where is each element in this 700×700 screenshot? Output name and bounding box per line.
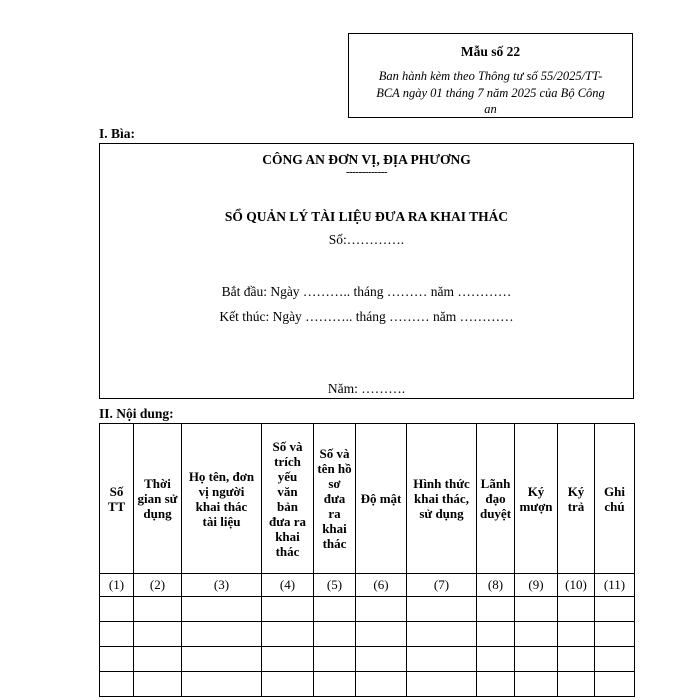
book-number-line: Số:…………. <box>328 232 405 247</box>
table-cell[interactable] <box>407 672 477 697</box>
table-cell[interactable] <box>356 597 407 622</box>
table-cell[interactable] <box>558 622 595 647</box>
table-cell[interactable] <box>515 622 558 647</box>
section-cover-label: I. Bìa: <box>99 126 136 141</box>
form-issued-line: an <box>484 102 497 116</box>
column-number: (5) <box>314 574 356 597</box>
table-cell[interactable] <box>595 622 635 647</box>
table-cell[interactable] <box>314 622 356 647</box>
table-row <box>100 647 635 672</box>
table-cell[interactable] <box>182 597 262 622</box>
agency-name: CÔNG AN ĐƠN VỊ, ĐỊA PHƯƠNG <box>262 152 471 167</box>
header-cell: Hình thức khai thác, sử dụng <box>407 424 477 574</box>
table-cell[interactable] <box>182 647 262 672</box>
table-cell[interactable] <box>100 672 134 697</box>
table-cell[interactable] <box>100 647 134 672</box>
column-number: (2) <box>134 574 182 597</box>
table-cell[interactable] <box>134 597 182 622</box>
header-cell: Họ tên, đơn vị người khai thác tài liệu <box>182 424 262 574</box>
table-cell[interactable] <box>314 597 356 622</box>
header-cell: Số và trích yếu văn bản đưa ra khai thác <box>262 424 314 574</box>
form-issued-by <box>353 68 628 118</box>
column-number: (1) <box>100 574 134 597</box>
table-cell[interactable] <box>100 597 134 622</box>
table-cell[interactable] <box>356 647 407 672</box>
table-header-row <box>100 424 635 574</box>
table-cell[interactable] <box>558 597 595 622</box>
header-cell: Số và tên hồ sơ đưa ra khai thác <box>314 424 356 574</box>
end-date-line: Kết thúc: Ngày ……….. tháng ……… năm ………… <box>219 309 514 324</box>
table-cell[interactable] <box>477 672 515 697</box>
table-cell[interactable] <box>407 622 477 647</box>
table-cell[interactable] <box>356 672 407 697</box>
table-cell[interactable] <box>595 647 635 672</box>
start-date-line: Bắt đầu: Ngày ……….. tháng ……… năm ………… <box>221 284 512 299</box>
table-cell[interactable] <box>558 672 595 697</box>
table-cell[interactable] <box>356 622 407 647</box>
table-cell[interactable] <box>182 672 262 697</box>
header-cell: Lãnh đạo duyệt <box>477 424 515 574</box>
table-cell[interactable] <box>515 672 558 697</box>
table-cell[interactable] <box>314 672 356 697</box>
header-cell: Thời gian sử dụng <box>134 424 182 574</box>
table-cell[interactable] <box>182 622 262 647</box>
column-number: (10) <box>558 574 595 597</box>
column-number: (4) <box>262 574 314 597</box>
table-cell[interactable] <box>407 647 477 672</box>
header-cell: Ký mượn <box>515 424 558 574</box>
header-cell: Ký trả <box>558 424 595 574</box>
table-cell[interactable] <box>477 647 515 672</box>
table-cell[interactable] <box>558 647 595 672</box>
table-cell[interactable] <box>134 647 182 672</box>
table-cell[interactable] <box>262 622 314 647</box>
table-cell[interactable] <box>595 672 635 697</box>
table-row <box>100 672 635 697</box>
section-content-label: II. Nội dung: <box>99 406 174 421</box>
table-cell[interactable] <box>515 597 558 622</box>
column-number: (6) <box>356 574 407 597</box>
table-row <box>100 597 635 622</box>
table-cell[interactable] <box>134 672 182 697</box>
header-cell: Số TT <box>100 424 134 574</box>
form-issued-line: BCA ngày 01 tháng 7 năm 2025 của Bộ Công <box>376 85 605 100</box>
table-cell[interactable] <box>407 597 477 622</box>
column-number: (3) <box>182 574 262 597</box>
table-cell[interactable] <box>262 647 314 672</box>
content-table <box>99 423 635 697</box>
table-cell[interactable] <box>134 622 182 647</box>
table-cell[interactable] <box>515 647 558 672</box>
table-cell[interactable] <box>477 622 515 647</box>
table-row <box>100 622 635 647</box>
table-cell[interactable] <box>314 647 356 672</box>
column-number: (7) <box>407 574 477 597</box>
table-cell[interactable] <box>100 622 134 647</box>
table-cell[interactable] <box>477 597 515 622</box>
agency-rule: ------------- <box>345 166 388 178</box>
column-number: (8) <box>477 574 515 597</box>
cover-box <box>99 143 634 399</box>
header-cell: Độ mật <box>356 424 407 574</box>
form-issued-line: Ban hành kèm theo Thông tư số 55/2025/TT- <box>378 69 603 83</box>
year-line: Năm: ………. <box>327 381 406 396</box>
table-cell[interactable] <box>262 597 314 622</box>
column-number: (11) <box>595 574 635 597</box>
table-cell[interactable] <box>262 672 314 697</box>
header-cell: Ghi chú <box>595 424 635 574</box>
column-number: (9) <box>515 574 558 597</box>
table-cell[interactable] <box>595 597 635 622</box>
column-number-row <box>100 574 635 597</box>
form-number: Mẫu số 22 <box>460 44 521 59</box>
form-number-box <box>348 33 633 118</box>
book-title: SỔ QUẢN LÝ TÀI LIỆU ĐƯA RA KHAI THÁC <box>224 209 509 224</box>
